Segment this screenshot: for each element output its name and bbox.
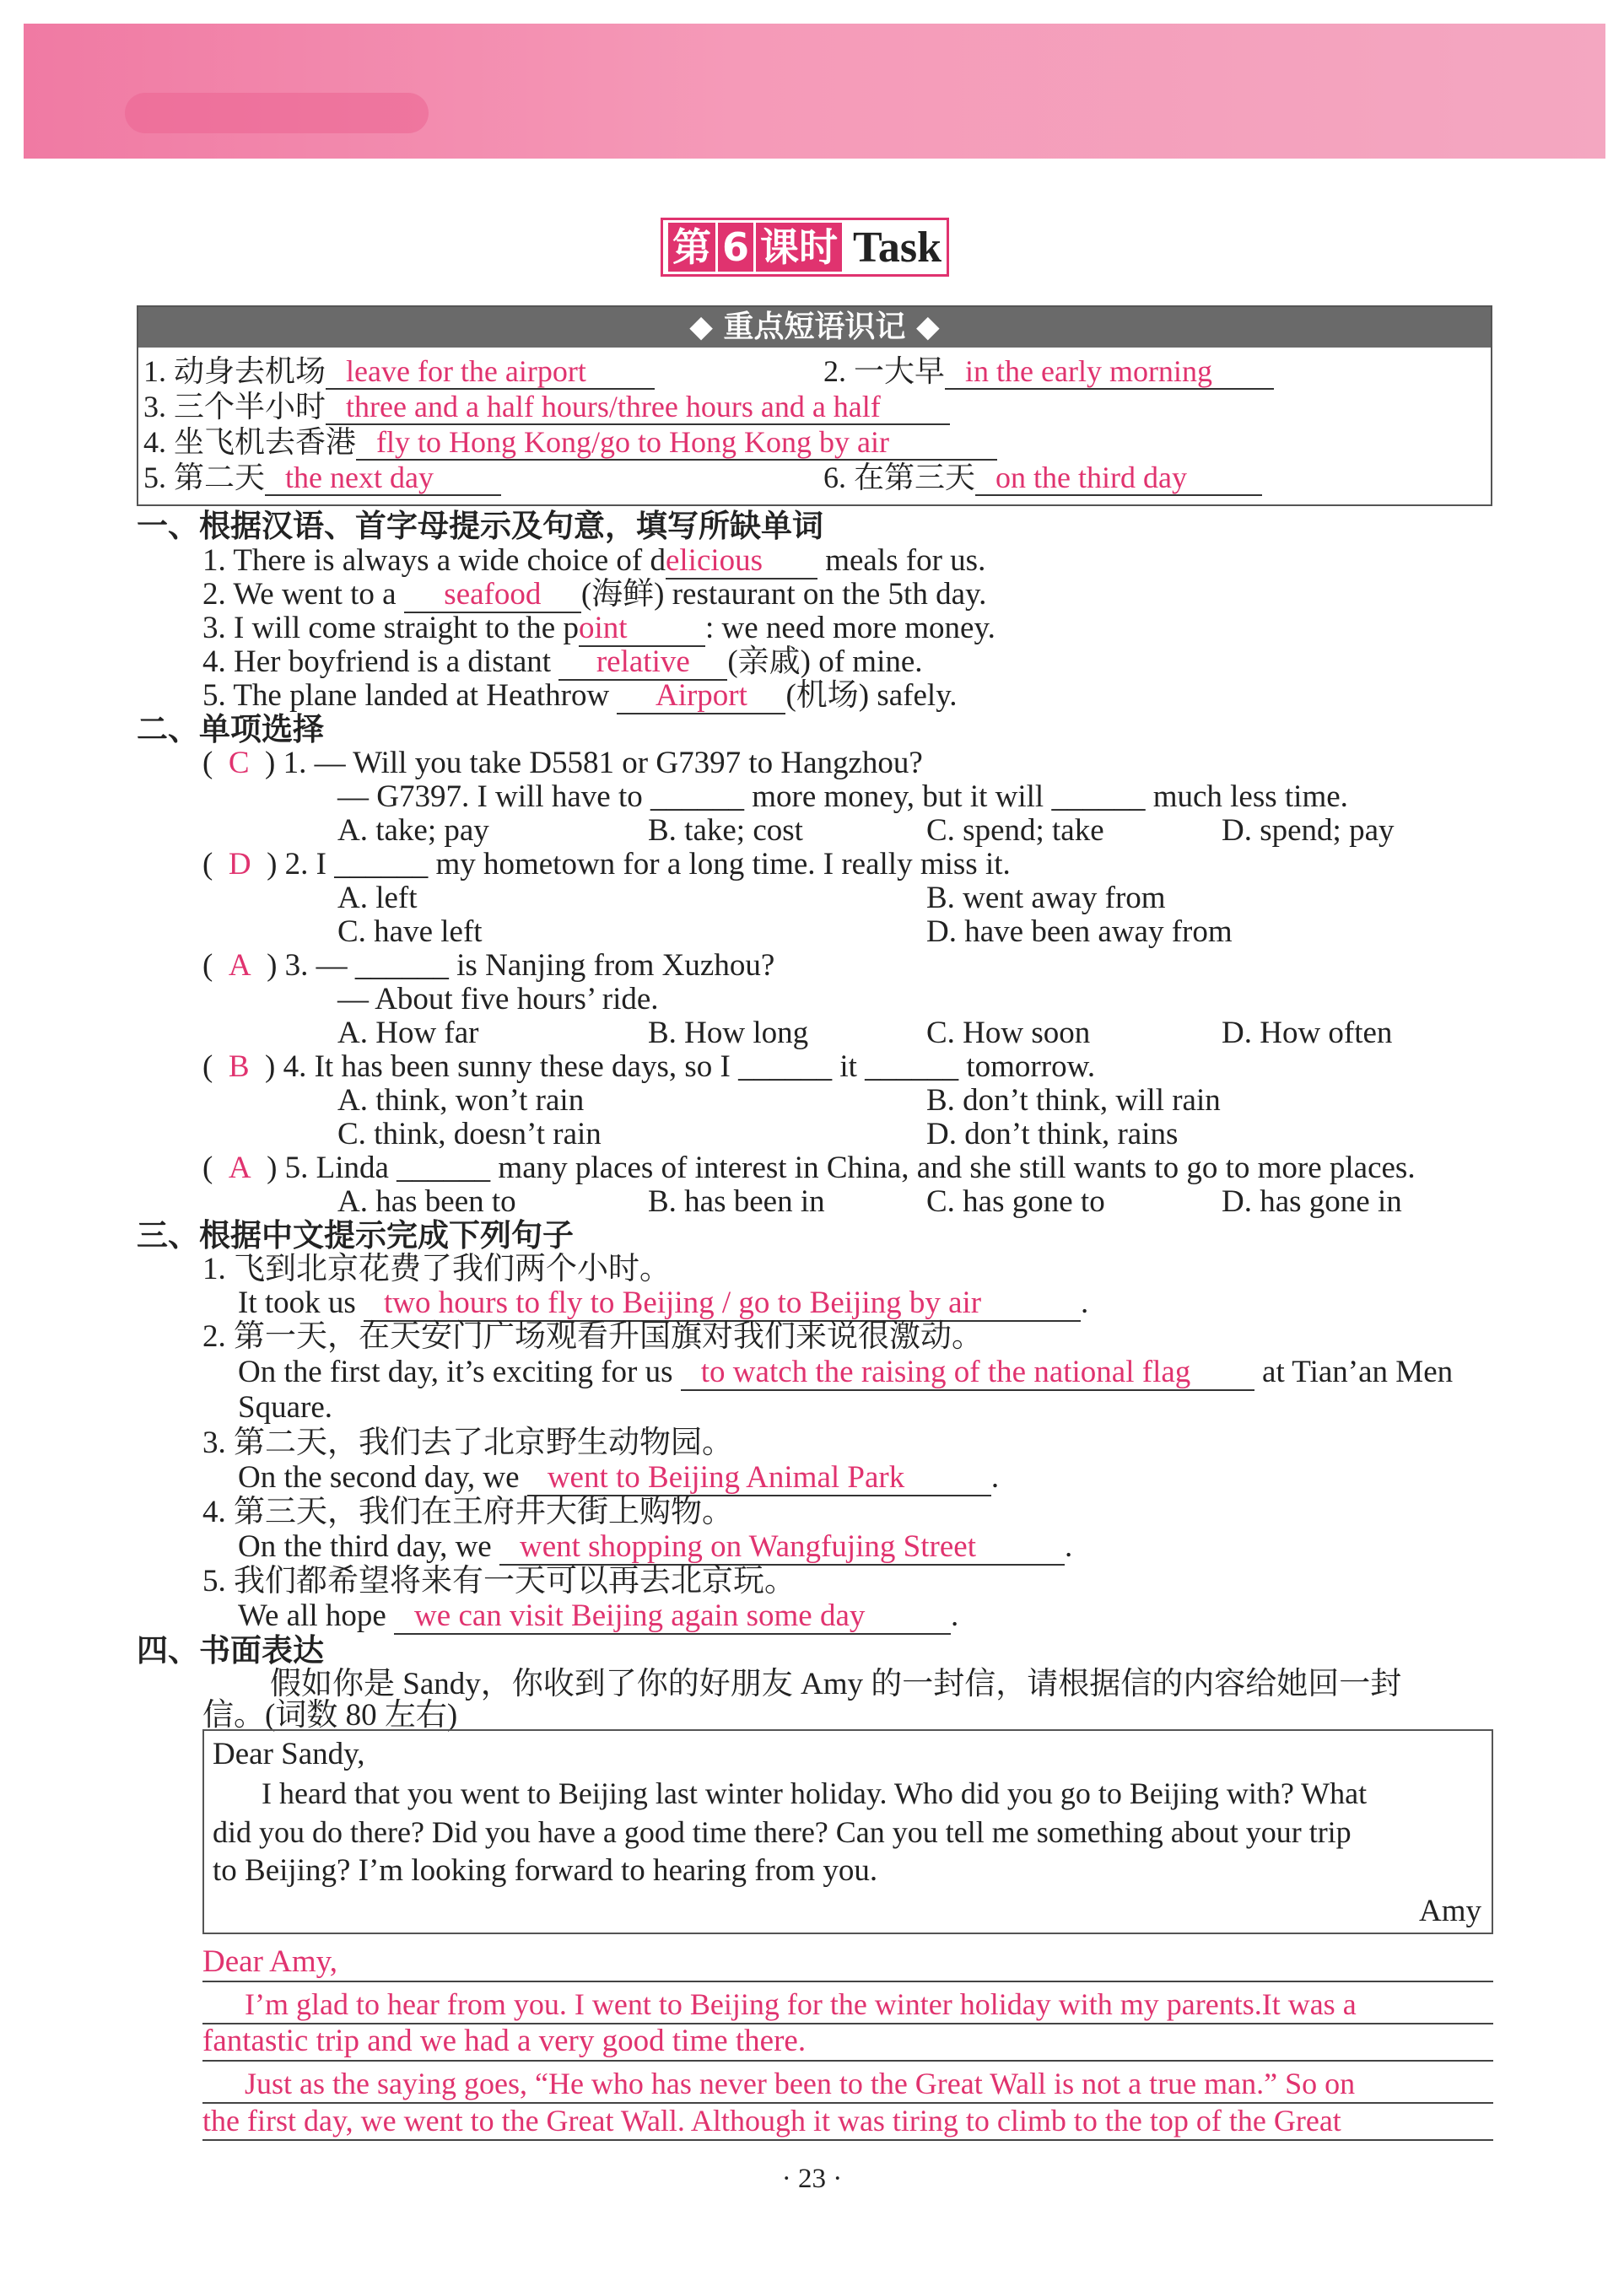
s1-q1: 1. There is always a wide choice of delicious meals for us. [202,543,986,578]
banner-pill [125,93,429,133]
s3-q3-cn: 3. 第二天，我们去了北京野生动物园。 [202,1426,733,1460]
s2-q1-answer: C [228,746,250,780]
option: A. think, won’t rain [337,1083,585,1118]
s2-q4-answer: B [228,1049,250,1084]
option: B. How long [648,1016,809,1050]
s3-q2-cn: 2. 第一天，在天安门广场观看升国旗对我们来说很激动。 [202,1319,983,1354]
s4-intro-1: 假如你是 Sandy，你收到了你的好朋友 Amy 的一封信，请根据信的内容给她回一封 [270,1667,1402,1701]
page-number: · 23 · [781,2164,843,2194]
s1-q3: 3. I will come straight to the point : we need more money. [202,611,995,645]
option: A. How far [337,1016,479,1050]
phrase-6: 6. 在第三天 on the third day [823,459,1262,496]
option: C. have left [337,914,483,949]
option: D. have been away from [926,914,1233,949]
phrase-answer: leave for the airport [326,354,655,390]
section-2-heading: 二、单项选择 [137,711,324,747]
s4-intro-2: 信。(词数 80 左右) [202,1698,458,1733]
phrase-answer: the next day [265,461,501,496]
phrase-1: 1. 动身去机场 leave for the airport [143,353,655,390]
title-chars: 课时 [756,223,842,272]
phrase-answer: on the third day [975,461,1262,496]
option: A. left [337,881,418,915]
s3-q5-cn: 5. 我们都希望将来有一天可以再去北京玩。 [202,1564,796,1598]
option: D. don’t think, rains [926,1117,1179,1151]
phrase-answer: three and a half hours/three hours and a half [326,390,950,425]
phrase-5: 5. 第二天 the next day [143,459,501,496]
letter-line: I heard that you went to Beijing last winter holiday. Who did you go to Beijing with? What [262,1776,1368,1810]
s3-q4-cn: 4. 第三天，我们在王府井大街上购物。 [202,1495,733,1529]
option: D. spend; pay [1222,813,1395,848]
option: C. How soon [926,1016,1091,1050]
letter-signature: Amy [1419,1894,1481,1928]
s2-q1-line2: — G7397. I will have to ______ more money, but it will ______ much less time. [337,779,1348,814]
option: A. take; pay [337,813,489,848]
s2-q3-stem: ( A ) 3. — ______ is Nanjing from Xuzhou? [202,948,775,983]
s3-q1-cn: 1. 飞到北京花费了我们两个小时。 [202,1252,671,1286]
title-char: 第 [668,223,715,272]
letter-line: did you do there? Did you have a good time there? Can you tell me something about your trip [213,1815,1352,1849]
s2-q4-stem: ( B ) 4. It has been sunny these days, so I ______ it ______ tomorrow. [202,1049,1096,1084]
phrase-2: 2. 一大早 in the early morning [823,353,1274,390]
letter-box [202,1729,1493,1934]
option: B. has been in [648,1184,825,1219]
phrase-3: 3. 三个半小时 three and a half hours/three hours and a half [143,388,950,425]
letter-line: to Beijing? I’m looking forward to hearing from you. [213,1853,878,1888]
section-4-heading: 四、书面表达 [137,1632,324,1669]
option: C. spend; take [926,813,1104,848]
s2-q2-answer: D [228,847,251,881]
lesson-title [661,218,949,277]
s1-q2: 2. We went to a seafood (海鲜) restaurant on the 5th day. [202,577,987,612]
option: A. has been to [337,1184,516,1219]
s2-q1-stem: ( C ) 1. — Will you take D5581 or G7397 to Hangzhou? [202,746,923,780]
s3-q5: We all hope we can visit Beijing again some day . [238,1598,959,1633]
option: B. take; cost [648,813,803,848]
letter-greeting: Dear Sandy, [213,1737,365,1771]
key-phrases-heading: ◆ 重点短语识记 ◆ [138,307,1491,348]
s2-q3-answer: A [228,948,251,983]
title-word: Task [853,223,942,272]
title-num: 6 [718,223,753,272]
s2-q5-stem: ( A ) 5. Linda ______ many places of interest in China, and she still wants to go to more places. [202,1151,1416,1185]
s3-q1: It took us two hours to fly to Beijing / go to Beijing by air . [238,1286,1089,1320]
key-phrases-box [137,305,1492,506]
s3-q2-line2: Square. [238,1390,332,1425]
s2-q2-stem: ( D ) 2. I ______ my hometown for a long time. I really miss it. [202,847,1011,881]
s3-q2: On the first day, it’s exciting for us to watch the raising of the national flag at Tian’an Men [238,1355,1454,1389]
phrase-4: 4. 坐飞机去香港 fly to Hong Kong/go to Hong Kong by air [143,423,997,461]
answer-line: Just as the saying goes, “He who has never been to the Great Wall is not a true man.” So on [202,2065,1493,2104]
option: D. has gone in [1222,1184,1402,1219]
answer-line: Dear Amy, [202,1943,1493,1982]
s3-q4: On the third day, we went shopping on Wangfujing Street . [238,1529,1073,1564]
phrase-answer: fly to Hong Kong/go to Hong Kong by air [356,425,997,461]
s3-q3: On the second day, we went to Beijing Animal Park . [238,1460,1000,1495]
option: C. think, doesn’t rain [337,1117,602,1151]
header-banner [24,24,1605,159]
phrase-answer: in the early morning [945,354,1274,390]
option: B. don’t think, will rain [926,1083,1221,1118]
section-3-heading: 三、根据中文提示完成下列句子 [137,1217,574,1253]
section-1-heading: 一、根据汉语、首字母提示及句意，填写所缺单词 [137,508,823,544]
answer-line: the first day, we went to the Great Wall. Although it was tiring to climb to the top of the Great [202,2102,1493,2141]
s1-q4: 4. Her boyfriend is a distant relative (亲戚) of mine. [202,644,923,679]
option: D. How often [1222,1016,1393,1050]
s2-q5-answer: A [228,1151,251,1185]
option: B. went away from [926,881,1166,915]
answer-line: fantastic trip and we had a very good time there. [202,2023,1493,2062]
s1-q5: 5. The plane landed at Heathrow Airport (机场) safely. [202,678,958,713]
s2-q3-line2: — About five hours’ ride. [337,982,659,1016]
answer-line: I’m glad to hear from you. I went to Beijing for the winter holiday with my parents.It was a [202,1986,1493,2024]
option: C. has gone to [926,1184,1105,1219]
